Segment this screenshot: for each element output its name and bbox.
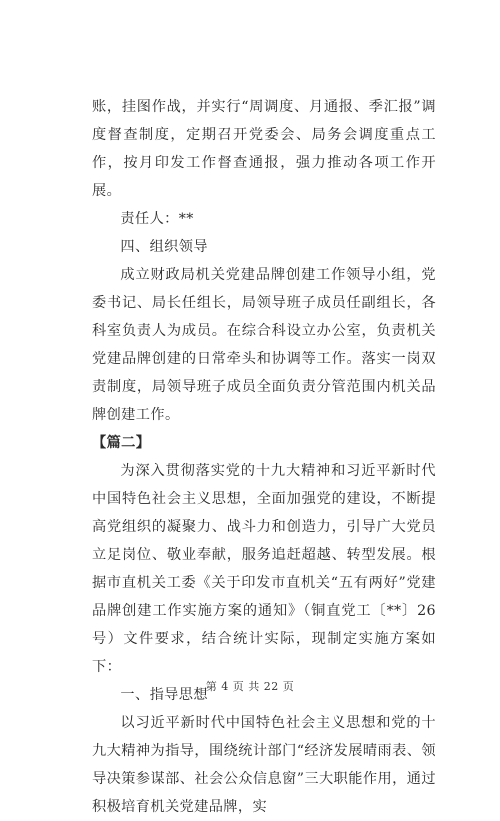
section-heading-organization: 四、组织领导	[120, 239, 208, 255]
paragraph-continuation: 账，挂图作战，并实行“周调度、月通报、季汇报”调度督查制度，定期召开党委会、局务会调度重点工作，按月印发工作督查通报，强力推动各项工作开展。	[92, 99, 436, 199]
paragraph-guiding-thought: 以习近平新时代中国特色社会主义思想和党的十九大精神为指导，围绕统计部门“经济发展晴雨表、领导决策参谋部、社会公众信息窗”三大职能作用，通过积极培育机关党建品牌，实	[92, 715, 436, 815]
paragraph-leadership-group: 成立财政局机关党建品牌创建工作领导小组，党委书记、局长任组长，局领导班子成员任副组长，各科室负责人为成员。在综合科设立办公室，负责机关党建品牌创建的日常牵头和协调等工作。落实一岗双责制度，局领导班子成员全面负责分管范围内机关品牌创建工作。	[92, 267, 436, 423]
responsible-person-line: 责任人：**	[120, 211, 194, 227]
paragraph-introduction: 为深入贯彻落实党的十九大精神和习近平新时代中国特色社会主义思想，全面加强党的建设，不断提高党组织的凝聚力、战斗力和创造力，引导广大党员立足岗位、敬业奉献，服务追赶超越、转型发展。根据市直机关工委《关于印发市直机关“五有两好”党建品牌创建工作实施方案的通知》（铜直党工〔**〕26号）文件要求，结合统计实际，现制定实施方案如下：	[92, 463, 436, 675]
part-two-heading: 【篇二】	[92, 435, 151, 451]
section-heading-guiding-thought: 一、指导思想	[120, 687, 208, 703]
document-body	[92, 93, 436, 821]
page-number-footer: 第 4 页 共 22 页	[205, 680, 295, 693]
